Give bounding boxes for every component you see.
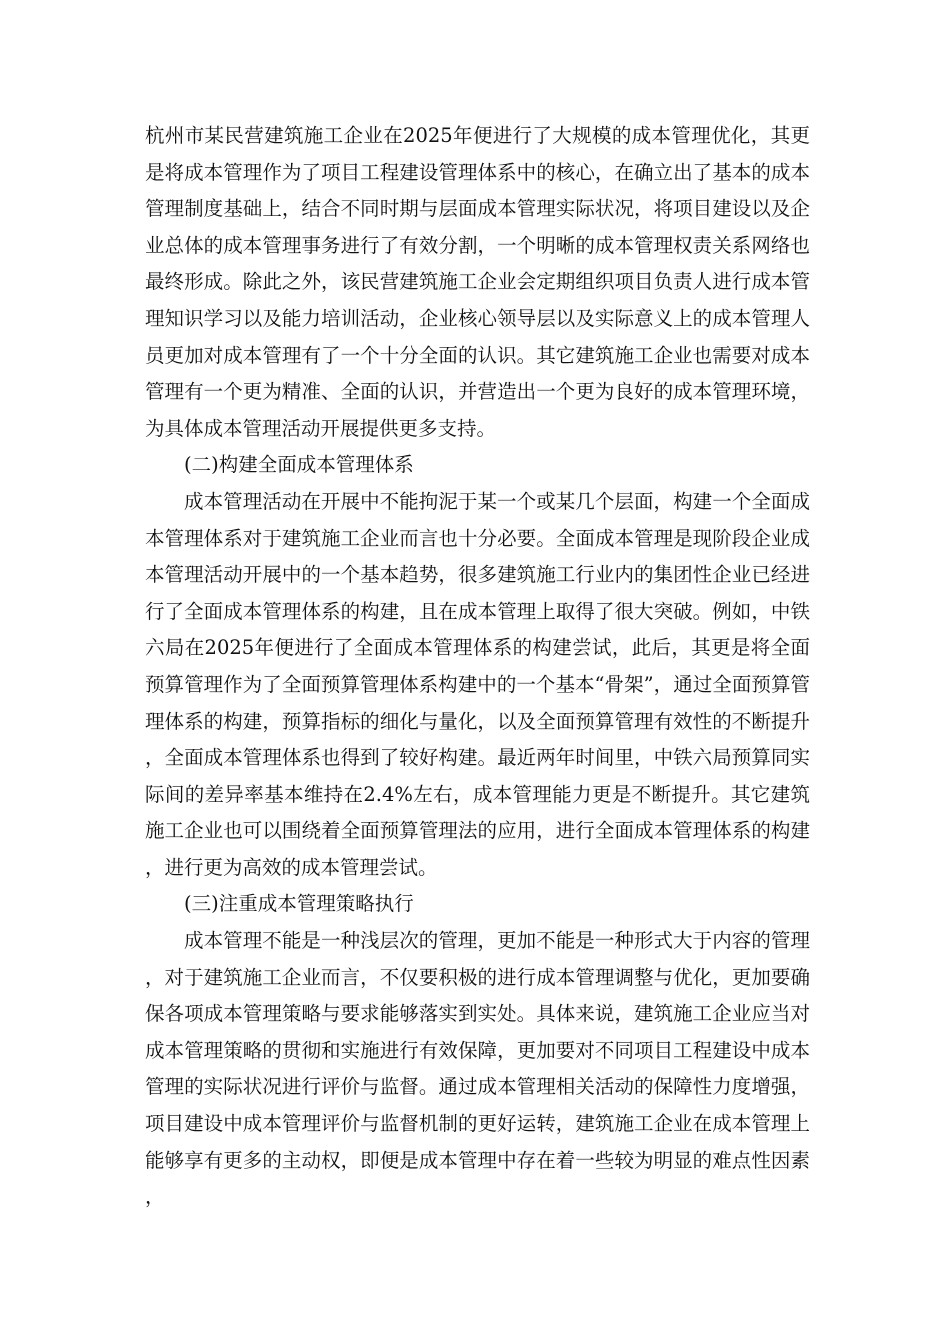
paragraph-intro: 杭州市某民营建筑施工企业在2025年便进行了大规模的成本管理优化，其更是将成本管理作为了项目工程建设管理体系中的核心，在确立出了基本的成本管理制度基础上，结合不同时期与层面成本管理实际状况，将项目建设以及企业总体的成本管理事务进行了有效分割，一个明晰的成本管理权责关系网络也最终形成。除此之外，该民营建筑施工企业会定期组织项目负责人进行成本管理知识学习以及能力培训活动，企业核心领导层以及实际意义上的成本管理人员更加对成本管理有了一个十分全面的认识。其它建筑施工企业也需要对成本管理有一个更为精准、全面的认识，并营造出一个更为良好的成本管理环境，为具体成本管理活动开展提供更多支持。	[145, 124, 810, 440]
section-heading-3: (三)注重成本管理策略执行	[184, 892, 414, 916]
paragraph-section-2: 成本管理活动在开展中不能拘泥于某一个或某几个层面，构建一个全面成本管理体系对于建筑施工企业而言也十分必要。全面成本管理是现阶段企业成本管理活动开展中的一个基本趋势，很多建筑施工行业内的集团性企业已经进行了全面成本管理体系的构建，且在成本管理上取得了很大突破。例如，中铁六局在2025年便进行了全面成本管理体系的构建尝试，此后，其更是将全面预算管理作为了全面预算管理体系构建中的一个基本“骨架”，通过全面预算管理体系的构建，预算指标的细化与量化，以及全面预算管理有效性的不断提升，全面成本管理体系也得到了较好构建。最近两年时间里，中铁六局预算同实际间的差异率基本维持在2.4%左右，成本管理能力更是不断提升。其它建筑施工企业也可以围绕着全面预算管理法的应用，进行全面成本管理体系的构建，进行更为高效的成本管理尝试。	[145, 489, 810, 879]
document-body	[145, 118, 810, 1216]
paragraph-section-3: 成本管理不能是一种浅层次的管理，更加不能是一种形式大于内容的管理，对于建筑施工企业而言，不仅要积极的进行成本管理调整与优化，更加要确保各项成本管理策略与要求能够落实到实处。具体来说，建筑施工企业应当对成本管理策略的贯彻和实施进行有效保障，更加要对不同项目工程建设中成本管理的实际状况进行评价与监督。通过成本管理相关活动的保障性力度增强，项目建设中成本管理评价与监督机制的更好运转，建筑施工企业在成本管理上能够享有更多的主动权，即便是成本管理中存在着一些较为明显的难点性因素，	[145, 929, 810, 1209]
section-heading-2: (二)构建全面成本管理体系	[184, 453, 414, 477]
